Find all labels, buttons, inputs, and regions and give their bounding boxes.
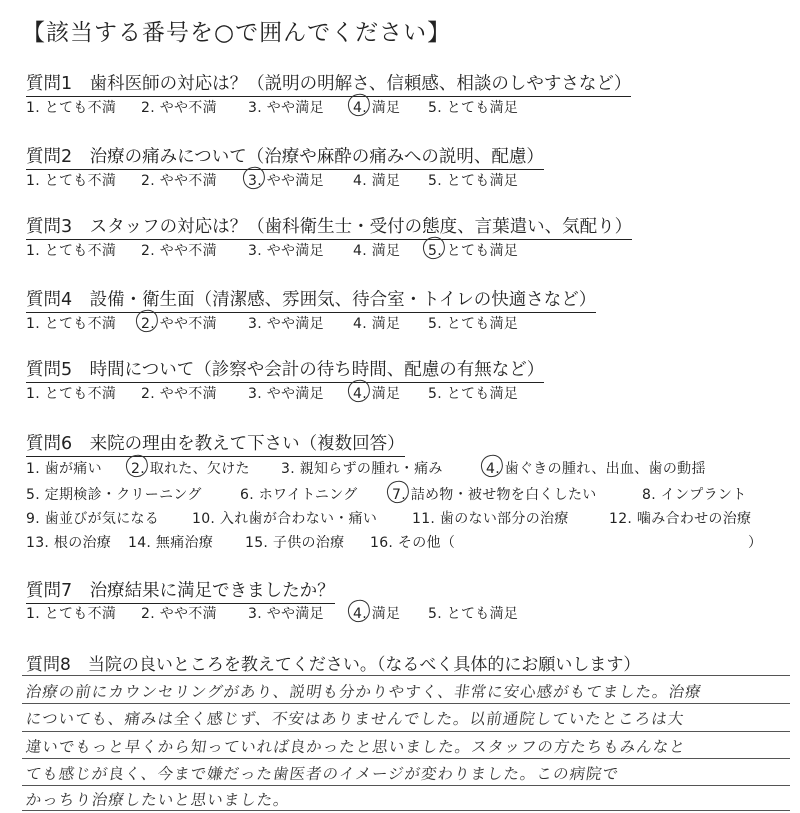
q6-option-9[interactable]: 9. 歯並びが気になる [26, 511, 160, 527]
q7-option-4-circled[interactable]: 4. 満足 [353, 603, 428, 623]
q6-option-6[interactable]: 6. ホワイトニング [240, 487, 358, 503]
q5-option-2[interactable]: 2. やや不満 [141, 386, 217, 402]
q1-option-2[interactable]: 2. やや不満 [141, 100, 217, 116]
q6-option-2-circled[interactable]: 2. 取れた、欠けた [131, 458, 281, 478]
q6-option-10[interactable]: 10. 入れ歯が合わない・痛い [192, 511, 378, 527]
q7-option-5[interactable]: 5. とても満足 [428, 606, 519, 622]
q3-option-1[interactable]: 1. とても不満 [26, 243, 117, 259]
q3-option-4[interactable]: 4. 満足 [353, 243, 401, 259]
q2-option-1[interactable]: 1. とても不満 [26, 173, 117, 189]
question-4-options [26, 313, 518, 333]
q2-option-4[interactable]: 4. 満足 [353, 173, 401, 189]
q4-option-3[interactable]: 3. やや満足 [248, 316, 324, 332]
q2-option-2[interactable]: 2. やや不満 [141, 173, 217, 189]
q5-option-5[interactable]: 5. とても満足 [428, 386, 519, 402]
q5-option-1[interactable]: 1. とても不満 [26, 386, 117, 402]
question-6-row-3 [26, 508, 751, 528]
question-2-title: 質問2 治療の痛みについて（治療や麻酔の痛みへの説明、配慮） [26, 143, 544, 170]
q6-option-3[interactable]: 3. 親知らずの腫れ・痛み [281, 461, 443, 477]
answer-rule [22, 703, 790, 704]
question-3-title: 質問3 スタッフの対応は？（歯科衛生士・受付の態度、言葉遣い、気配り） [26, 213, 632, 240]
q3-option-3[interactable]: 3. やや満足 [248, 243, 324, 259]
handwritten-answer-line: 違いでもっと早くから知っていれば良かったと思いました。スタッフの方たちもみんなと [24, 738, 688, 756]
q6-option-15[interactable]: 15. 子供の治療 [245, 535, 345, 551]
question-6-row-1 [26, 458, 706, 478]
q4-option-1[interactable]: 1. とても不満 [26, 316, 117, 332]
q1-option-4-circled[interactable]: 4. 満足 [353, 97, 428, 117]
q6-option-1[interactable]: 1. 歯が痛い [26, 461, 102, 477]
q4-option-5[interactable]: 5. とても満足 [428, 316, 519, 332]
question-5-title: 質問5 時間について（診察や会計の待ち時間、配慮の有無など） [26, 356, 544, 383]
question-1-options [26, 97, 518, 117]
q1-option-5[interactable]: 5. とても満足 [428, 100, 519, 116]
q6-option-13[interactable]: 13. 根の治療 [26, 535, 112, 551]
q2-option-3-circled[interactable]: 3. やや満足 [248, 170, 353, 190]
q6-option-7-circled[interactable]: 7. 詰め物・被せ物を白くしたい [392, 484, 642, 504]
q6-option-14[interactable]: 14. 無痛治療 [128, 535, 214, 551]
question-5-options [26, 383, 518, 403]
handwritten-answer-line: ても感じが良く、今まで嫌だった歯医者のイメージが変わりました。この病院で [24, 765, 621, 783]
question-6-row-4 [26, 532, 762, 552]
q1-option-3[interactable]: 3. やや満足 [248, 100, 324, 116]
q7-option-1[interactable]: 1. とても不満 [26, 606, 117, 622]
q4-option-4[interactable]: 4. 満足 [353, 316, 401, 332]
handwritten-answer-line: かっちり治療したいと思いました。 [24, 791, 292, 809]
q6-option-16[interactable]: 16. その他（ [370, 535, 456, 551]
answer-rule [22, 810, 790, 811]
question-8-title: 質問8 当院の良いところを教えてください。（なるべく具体的にお願いします） [26, 655, 641, 675]
q7-option-2[interactable]: 2. やや不満 [141, 606, 217, 622]
question-6-row-2 [26, 484, 747, 504]
q6-option-4-circled[interactable]: 4. 歯ぐきの腫れ、出血、歯の動揺 [486, 458, 706, 478]
q6-option-11[interactable]: 11. 歯のない部分の治療 [412, 511, 569, 527]
q3-option-2[interactable]: 2. やや不満 [141, 243, 217, 259]
q4-option-2-circled[interactable]: 2. やや不満 [141, 313, 248, 333]
question-1-title: 質問1 歯科医師の対応は？（説明の明解さ、信頼感、相談のしやすさなど） [26, 70, 631, 97]
q6-option-16-close: ） [748, 535, 763, 551]
question-7-options [26, 603, 518, 623]
q5-option-3[interactable]: 3. やや満足 [248, 386, 324, 402]
question-6-title: 質問6 来院の理由を教えて下さい（複数回答） [26, 430, 405, 457]
handwritten-answer-line: についても、痛みは全く感じず、不安はありませんでした。以前通院していたところは大 [24, 710, 686, 728]
answer-rule [22, 785, 790, 786]
q1-option-1[interactable]: 1. とても不満 [26, 100, 117, 116]
answer-rule [22, 731, 790, 732]
answer-rule [22, 758, 790, 759]
q6-option-12[interactable]: 12. 噛み合わせの治療 [609, 511, 752, 527]
q5-option-4-circled[interactable]: 4. 満足 [353, 383, 428, 403]
question-3-options [26, 240, 518, 260]
q2-option-5[interactable]: 5. とても満足 [428, 173, 519, 189]
q7-option-3[interactable]: 3. やや満足 [248, 606, 324, 622]
answer-rule [22, 675, 790, 676]
question-2-options [26, 170, 518, 190]
question-4-title: 質問4 設備・衛生面（清潔感、雰囲気、待合室・トイレの快適さなど） [26, 286, 596, 313]
page-title: 【該当する番号を○で囲んでください】 [22, 20, 452, 46]
q3-option-5-circled[interactable]: 5. とても満足 [428, 240, 518, 260]
handwritten-answer-line: 治療の前にカウンセリングがあり、説明も分かりやすく、非常に安心感がもてました。治療 [24, 683, 704, 701]
q6-option-8[interactable]: 8. インプラント [642, 487, 747, 503]
question-7-title: 質問7 治療結果に満足できましたか？ [26, 577, 335, 604]
q6-option-5[interactable]: 5. 定期検診・クリーニング [26, 487, 202, 503]
